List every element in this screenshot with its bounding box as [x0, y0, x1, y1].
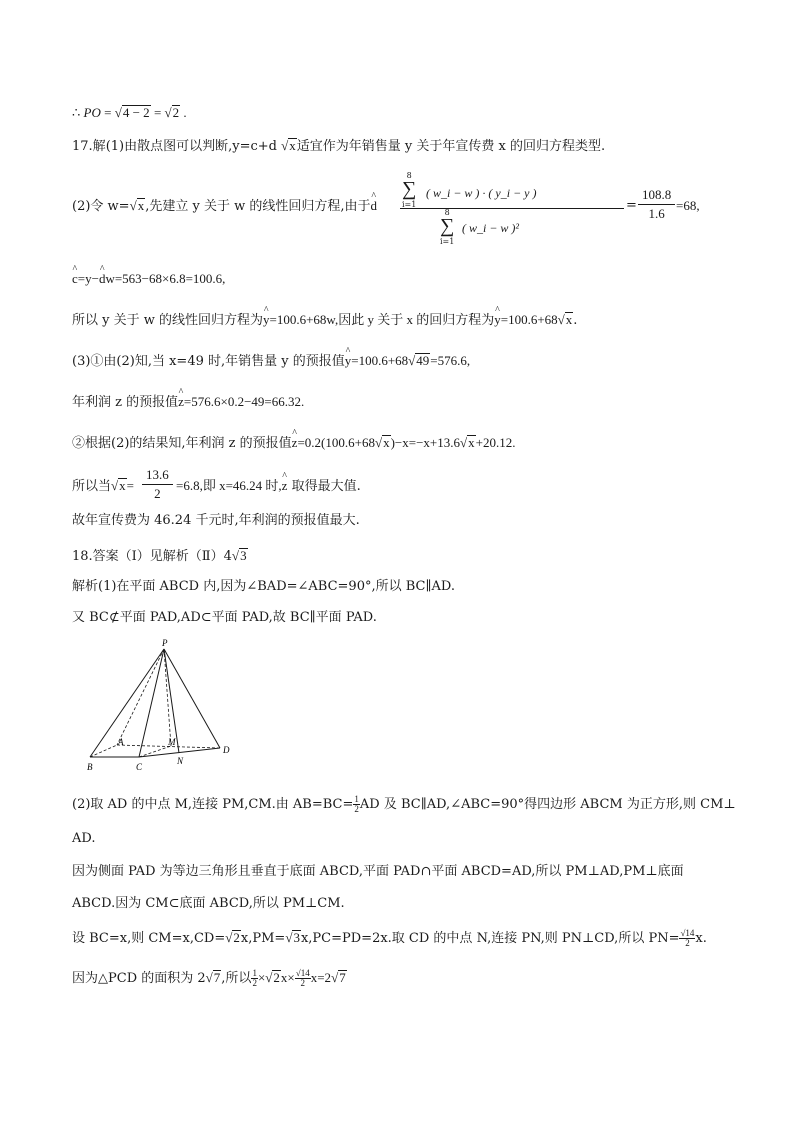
label-c: C — [136, 762, 143, 772]
problem-18-answer: 18.答案（Ⅰ）见解析（Ⅱ）4√3 — [72, 548, 247, 564]
problem-18-analysis-2: 又 BC⊄平面 PAD,AD⊂平面 PAD,故 BC∥平面 PAD. — [72, 610, 377, 625]
pyramid-figure — [84, 637, 244, 777]
problem-18-part2-2: AD. — [72, 831, 96, 846]
edge-pa — [117, 649, 164, 745]
problem-17-part3-1: (3)①由(2)知,当 x=49 时,年销售量 y 的预报值^ y=100.6+68√49=576.6, — [72, 352, 470, 371]
label-p: P — [162, 638, 168, 648]
problem-18-part2-1: (2)取 AD 的中点 M,连接 PM,CM.由 AB=BC= $\frac{1}{2}$ AD 及 BC∥AD,∠ABC=90°得四边形 ABCM 为正方形,则 CM⊥ — [72, 794, 736, 814]
line-po: ∴ PO = √4 − 2 = √2 . — [72, 105, 187, 120]
edge-pd — [164, 649, 220, 748]
problem-18-part2-3: 因为侧面 PAD 为等边三角形且垂直于底面 ABCD,平面 PAD∩平面 ABCD=AD,所以 PM⊥AD,PM⊥底面 — [72, 864, 684, 879]
problem-18-part2-6: 因为△PCD 的面积为 2√7,所以 $\frac{1}{2}$ ×√2x× $\frac{√14}{2}$ x=2√7 — [72, 968, 346, 988]
edge-pm — [164, 649, 171, 746]
label-d: D — [223, 745, 230, 755]
label-n: N — [177, 756, 184, 766]
problem-17-part3-2: ②根据(2)的结果知,年利润 z 的预报值^ z=0.2(100.6+68√x)−x=−x+13.6√x+20.12. — [72, 434, 515, 453]
regression-equation-line: 所以 y 关于 w 的线性回归方程为^ y=100.6+68w,因此 y 关于 x 的回归方程为^ y=100.6+68√x. — [72, 311, 577, 330]
label-a: A — [118, 737, 124, 747]
label-b: B — [87, 762, 93, 772]
problem-17-part1: 17.解(1)由散点图可以判断,y=c+d √x适宜作为年销售量 y 关于年宣传费 x 的回归方程类型. — [72, 138, 606, 154]
c-hat-line: ^ c=y−^ dw=563−68×6.8=100.6, — [72, 270, 225, 288]
document-page: ∴ PO = √4 − 2 = √2 . 17.解(1)由散点图可以判断,y=c+d √x适宜作为年销售量 y 关于年宣传费 x 的回归方程类型. (2)令 w=√x,先建立 y 关于 w 的线性回归方程,由于^ d 8 ∑ i=1 ( w_i − w ) · ( y_i − y ) 8 ∑ i=1 ( w_i − w )² = $\frac{108.8}{1.6}$ =68, ^ c=y−^ dw=563−68×6.8=100.6, 所以 y 关于 w 的线性回归方程为^ y=100.6+68w,因此 y 关于 x 的回归方程为^ y=100.6+68√x. (3)①由(2)知,当 x=49 时,年销售量 y 的预报值^ y=100.6+68√49=576.6, 年利润 z 的预报值^ z=576.6×0.2−49=66.32. ②根据(2)的结果知,年利润 z 的预报值^ z=0.2(100.6+68√x)−x=−x+13.6√x+20.12. 所以当√x= $\frac{13.6}{2}$ =6.8,即 x=46.24 时,^ z 取得最大值. 故年宣传费为 46.24 千元时,年利润的预报值最大. 18.答案（Ⅰ）见解析（Ⅱ）4√3 解析(1)在平面 ABCD 内,因为∠BAD=∠ABC=90°,所以 BC∥AD. 又 BC⊄平面 PAD,AD⊂平面 PAD,故 BC∥平面 PAD. P A M B C N D (2)取 AD 的中点 M,连接 PM,CM.由 AB=BC= $\frac{1}{2}$ AD 及 BC∥AD,∠ABC=90°得四边形 ABCM 为正方形,则 CM⊥ AD. 因为侧面 PAD 为等边三角形且垂直于底面 ABCD,平面 PAD∩平面 ABCD=AD,所以 PM⊥AD,PM⊥底面 ABCD.因为 CM⊂底面 ABCD,所以 PM⊥CM. 设 BC=x,则 CM=x,CD=√2x,PM=√3x,PC=PD=2x.取 CD 的中点 N,连接 PN,则 PN⊥CD,所以 PN= $\frac{√14}{2}$ x. 因为△PCD 的面积为 2√7,所以 $\frac{1}{2}$ ×√2x× $\frac{√14}{2}$ x=2√7 — [0, 0, 794, 1123]
d-hat-fraction: 8 ∑ i=1 ( w_i − w ) · ( y_i − y ) 8 ∑ i=1 ( w_i − w )² — [400, 172, 624, 243]
profit-value-line: 年利润 z 的预报值^ z=576.6×0.2−49=66.32. — [72, 393, 304, 412]
edge-pc — [139, 649, 164, 757]
conclusion-17: 故年宣传费为 46.24 千元时,年利润的预报值最大. — [72, 513, 360, 528]
problem-18-analysis-1: 解析(1)在平面 ABCD 内,因为∠BAD=∠ABC=90°,所以 BC∥AD. — [72, 579, 455, 594]
edge-pb — [90, 649, 164, 757]
problem-18-part2-4: ABCD.因为 CM⊂底面 ABCD,所以 PM⊥CM. — [72, 896, 345, 911]
fraction-13-6-over-2: $\frac{13.6}{2}$ — [142, 466, 173, 503]
problem-18-part2-5: 设 BC=x,则 CM=x,CD=√2x,PM=√3x,PC=PD=2x.取 CD 的中点 N,连接 PN,则 PN⊥CD,所以 PN= $\frac{√14}{2}$ x. — [72, 928, 707, 948]
result-fraction: $\frac{108.8}{1.6}$ — [638, 186, 675, 223]
label-m: M — [168, 737, 176, 747]
